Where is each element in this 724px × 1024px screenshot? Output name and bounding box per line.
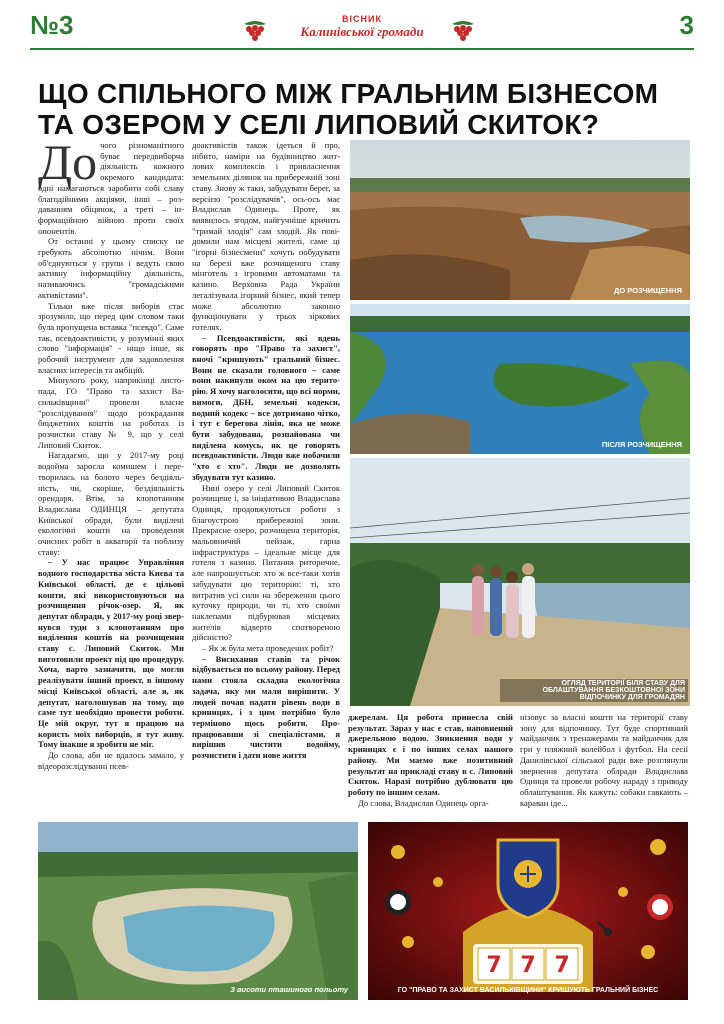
dropcap: До (38, 134, 98, 190)
after-caption: ПІСЛЯ РОЗЧИЩЕННЯ (601, 440, 682, 449)
paragraph: джерелам. Ця робота принесла свій результат. Зараз у нас є став, наповнений джерельною водою. Зникнення води у криницях є і по інших селах нашого району. Ми маємо вже позитивний результат на прикладі ставу в с. Липовий Скиток. Наразі потрібно дублювати цю роботу по іншим селам. (348, 712, 513, 797)
paragraph: Нині озеро у селі Липовий Скиток розчищене і, за ініціативою Владислава Одинця, продовжуються роботи з благоустрою прибережної зони. Прекрасне озеро, розчищена територія, мальовничий пейзаж, гарна інфраструктура – ідеальне місце для готеля з казино. Питання риторичне, але напрошується: хто ж все-таки хотів забудувати цю територію: ті, хто витратив усі сили на збереження цього куточку природи, чи ті, хто своїми наклепами підбурював місцевих жителів відверто спотвореною дійсністю? (192, 482, 340, 643)
organization-shield-icon (498, 840, 558, 918)
paragraph: – Висихання ставів та річок відбувається по всьому району. Перед нами стояла складна екологічна задача, яку ми мали вирішити. У людей почав падати рівень води в криницях, і з цим потрібно було терміново щось робити. Пропрацювавши зі спеціалістами, я вирішив чистити водойму, розчистити і дати нове життя (192, 653, 340, 761)
aerial-image (38, 822, 358, 1000)
photo-casino-collage (368, 822, 688, 1000)
before-caption: ДО РОЗЧИЩЕННЯ (614, 286, 682, 295)
paragraph: – Псевдоактивісти, які вдень говорять про "Право та захист", вночі "кришують" гральний бізнес. Вони не сказали головного – саме вони накинули оком на цю територію. Я хочу наголосити, що всі норми, вимоги, ДБН, земельні кодекси, водний кодекс – все дотримано чітко, і тут є берегова лінія, яка не може бути забудована, розпайована чи виділена комусь, як це говорять псевдоактивісти. Люди вже побачили "хто є хто". Люди не дозволять збудувати тут казино. (192, 332, 340, 482)
issue-number: №3 (30, 10, 74, 40)
slot-reels-icon (478, 948, 578, 980)
paragraph: – У нас працює Управління водного господарства міста Києва та Київської області, де є цільові кошти, які використовуються на розчищення річок-озер. Я, як депутат облради, у 2017-му році звернувся туди з клопотанням про виділення коштів на розчищення ставу с. Липовий Скиток. Ми виготовили проект під цю процедуру. Хоча, варто зазначити, що могли реалізувати інший проект, в іншому місці Київської області, але я, як депутат, наголошував на тому, що саме тут необхідно провести роботи. Це мій округ, тут я працюю на користь моїх виборців, я тут живу. Тому інакше я зробити не міг. (38, 557, 184, 750)
header-rule (30, 48, 694, 50)
svg-text:7: 7 (554, 953, 570, 978)
casino-caption: ГО "ПРАВО ТА ЗАХИСТ ВАСИЛЬКІВЩИНИ" КРИШУЮТЬ ГРАЛЬНИЙ БІЗНЕС (397, 987, 659, 994)
paragraph: Минулого року, наприкінці листопада, ГО "Право та захист Васильківщини" провели власне "розслідування" щодо розкрадання бюджетних коштів на роботах із розчистки ставу № 9, що у селі Липовий Скиток. (38, 375, 184, 450)
masthead-name: Калинівської громади (300, 24, 424, 39)
headline: ЩО СПІЛЬНОГО МІЖ ГРАЛЬНИМ БІЗНЕСОМ ТА ОЗЕРОМ У СЕЛІ ЛИПОВИЙ СКИТОК? (38, 78, 659, 140)
photo-before-cleanup (350, 140, 690, 300)
before-cleanup-image (350, 140, 690, 300)
paragraph: До слова, Владислав Одинець орга- (358, 797, 489, 808)
text-column-2 (192, 140, 340, 830)
masthead-small: ВІСНИК (342, 14, 382, 24)
text-column-3 (348, 712, 513, 812)
paragraph: От останні у цьому списку не гребують абсолютно нічим. Вони об'єднуються у групи і ведуть свою активну інформаційну діяльність, називаючись "громадськими активістами". (38, 236, 184, 300)
photo-after-cleanup (350, 304, 690, 454)
page-number: 3 (679, 10, 694, 40)
inspection-caption: ОГЛЯД ТЕРИТОРІЇ БІЛЯ СТАВУ ДЛЯ ОБЛАШТУВАННЯ БЕЗКОШТОВНОЇ ЗОНИ ВІДПОЧИНКУ ДЛЯ ГРОМАДЯН (500, 679, 688, 702)
paragraph: Нагадаємо, що у 2017-му році водойма заросла комишем і перетворилась на болото через бездіяльність, чи, скоріше, бездіяльність орендаря. Втім, за клопотанням Владислава ОДИНЦЯ – депутата Київської обради, були виділені екологічні кошти на проведення очисних робіт в акваторії та поблизу ставу: (38, 450, 184, 557)
text-column-4 (520, 712, 688, 812)
paragraph: чого різноманітного буває передвиборча діяльність кожного окремого кандидата: одні намагаються заробити собі славу благодійними акціями, інші – роздаванням обіцянок, а треті – інформаційною війною проти своїх опонентів. (38, 140, 184, 236)
photo-aerial-view (38, 822, 358, 1000)
after-cleanup-image (350, 304, 690, 454)
svg-text:7: 7 (520, 953, 536, 978)
inspection-image (350, 458, 690, 706)
paragraph: До слова, аби не вдалось замало, у відеорозслідуванні псев- (38, 750, 184, 771)
paragraph: Тільки вже після виборів стає зрозуміло, що перед цим словом таки була пропущена вставка "псевдо". Саме так, псевдоактивісти, у розумінні яких слово "інформація" - ніщо інше, як робочий інструмент для задоволення власних інтересів та амбіцій. (38, 300, 184, 375)
paragraph: доактивістів також ідеться й про, нібито, наміри на будівництво житлових комплексів і привласнення земельних ділянок на прибережній зоні ставу. Знову ж таки, забудувати берег, за версією "розслідувачів", ось-ось має Владислав Одинець. Проте, як виявилось згодом, найгучніше кричить "тримай злодія" сам злодій. Як повідомили нам місцеві жителі, саме ці "ігорні бізнесмени" хочуть побудувати на березі вже розчищеного ставу мінготель з ігровими автоматами та казино. Верховна Рада України легалізувала ігорний бізнес, який тепер може абсолютно законно функціонувати у трьох зіркових готелях. (192, 140, 340, 332)
paragraph: нізовує за власні кошти на території ставу зону для відпочинку. Тут буде спортивний майданчик з тренажерами та майданчик для гри у пляжний волейбол і футбол. На сесії Данилівської сільської ради вже розглянули звернення депутата облради Владислава Одинця та провели робочу нараду з приводу облаштування. Як кажуть: собаки гавкають – караван іде... (520, 712, 688, 808)
svg-text:7: 7 (486, 953, 502, 978)
casino-collage-image (368, 822, 688, 1000)
viburnum-icon (448, 20, 478, 42)
photo-territory-inspection (350, 458, 690, 706)
paragraph: – Як ж була мета проведених робіт? (202, 643, 334, 654)
aerial-caption: З висоти пташиного польоту (230, 985, 348, 994)
text-column-1 (38, 134, 184, 825)
masthead (0, 14, 724, 40)
